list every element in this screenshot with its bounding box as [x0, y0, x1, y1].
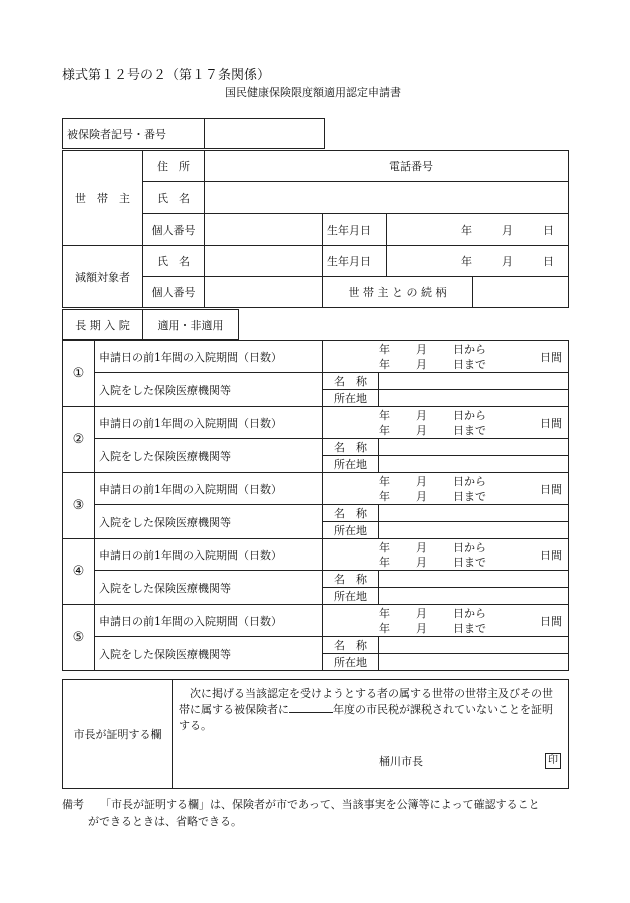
stay-hospital-label: 入院をした保険医療機関等: [95, 505, 323, 539]
head-personal-number-label: 個人番号: [143, 214, 205, 246]
note-line-1: 「市長が証明する欄」は、保険者が市であって、当該事実を公簿等によって確認すること: [100, 798, 540, 811]
head-name-field[interactable]: [205, 182, 569, 214]
stay-period-field[interactable]: 年 月 日から 年 月 日まで 日間: [323, 473, 569, 505]
long-term-applicable-option[interactable]: 適用・非適用: [143, 310, 239, 340]
target-birthdate-label: 生年月日: [323, 246, 387, 277]
stay-hospital-name-row: [63, 571, 569, 588]
certification-table: [62, 679, 569, 789]
stay-hospital-name-row: [63, 637, 569, 654]
facility-name-label: 名 称: [323, 373, 379, 390]
fiscal-year-blank[interactable]: [289, 702, 333, 713]
days-label: 日間: [540, 351, 562, 364]
stay-hospital-label: 入院をした保険医療機関等: [95, 637, 323, 671]
mayor-label: 桶川市長: [379, 755, 423, 768]
seal-mark: 印: [545, 753, 561, 769]
relation-label: 世 帯 主 と の 続 柄: [323, 277, 473, 308]
stay-period-field[interactable]: 年 月 日から 年 月 日まで 日間: [323, 341, 569, 373]
facility-address-label: 所在地: [323, 522, 379, 539]
form-number: 様式第１２号の２（第１７条関係）: [62, 68, 271, 83]
relation-field[interactable]: [473, 277, 569, 308]
facility-address-label: 所在地: [323, 390, 379, 407]
target-name-label: 氏 名: [143, 246, 205, 277]
facility-address-label: 所在地: [323, 456, 379, 473]
address-field[interactable]: [205, 151, 569, 182]
long-term-label: 長 期 入 院: [63, 310, 143, 340]
facility-address-field[interactable]: [379, 456, 569, 473]
facility-address-label: 所在地: [323, 588, 379, 605]
certification-text-2: 年度の市民税が課税されていないことを証明する。: [179, 703, 553, 732]
stay-hospital-label: 入院をした保険医療機関等: [95, 571, 323, 605]
target-personal-number-label: 個人番号: [143, 277, 205, 308]
stay-period-label: 申請日の前1年間の入院期間（日数）: [95, 605, 323, 637]
head-birthdate-label: 生年月日: [323, 214, 387, 246]
facility-name-label: 名 称: [323, 439, 379, 456]
stay-hospital-name-row: [63, 505, 569, 522]
target-personal-number-field[interactable]: [205, 277, 323, 308]
facility-address-label: 所在地: [323, 654, 379, 671]
certification-label: 市長が証明する欄: [63, 680, 173, 789]
stay-period-label: 申請日の前1年間の入院期間（日数）: [95, 539, 323, 571]
days-label: 日間: [540, 549, 562, 562]
stay-period-row: [63, 341, 569, 373]
form-title: 国民健康保険限度額適用認定申請書: [225, 86, 401, 99]
head-name-label: 氏 名: [143, 182, 205, 214]
facility-address-field[interactable]: [379, 390, 569, 407]
certification-body: [173, 680, 569, 789]
days-label: 日間: [540, 615, 562, 628]
hospital-stays-table: [62, 340, 569, 671]
stay-period-row: [63, 407, 569, 439]
facility-address-field[interactable]: [379, 522, 569, 539]
stay-period-label: 申請日の前1年間の入院期間（日数）: [95, 473, 323, 505]
stay-number: ④: [63, 539, 95, 605]
facility-name-field[interactable]: [379, 505, 569, 522]
stay-period-label: 申請日の前1年間の入院期間（日数）: [95, 407, 323, 439]
head-birthdate-field[interactable]: 年 月 日: [387, 214, 569, 246]
stay-period-row: [63, 539, 569, 571]
long-term-table: [62, 309, 569, 340]
stay-period-field[interactable]: 年 月 日から 年 月 日まで 日間: [323, 407, 569, 439]
insured-number-field[interactable]: [205, 119, 325, 149]
stay-hospital-name-row: [63, 439, 569, 456]
household-head-label: 世 帯 主: [63, 151, 143, 246]
days-label: 日間: [540, 483, 562, 496]
stay-number: ⑤: [63, 605, 95, 671]
stay-number: ②: [63, 407, 95, 473]
target-birthdate-field[interactable]: 年 月 日: [387, 246, 569, 277]
certification-text-1: 次に掲げる当該認定を受けようとする者の属する世帯の世帯主及びその世帯に属する被保険者に: [179, 687, 553, 716]
target-name-field[interactable]: [205, 246, 323, 277]
stay-period-field[interactable]: 年 月 日から 年 月 日まで 日間: [323, 539, 569, 571]
insured-number-table: [62, 118, 325, 149]
stay-number: ①: [63, 341, 95, 407]
head-personal-number-field[interactable]: [205, 214, 323, 246]
facility-address-field[interactable]: [379, 654, 569, 671]
insured-number-label: 被保険者記号・番号: [63, 119, 205, 149]
facility-name-label: 名 称: [323, 637, 379, 654]
stay-period-row: [63, 473, 569, 505]
days-label: 日間: [540, 417, 562, 430]
address-label: 住 所: [143, 151, 205, 182]
facility-name-label: 名 称: [323, 505, 379, 522]
facility-name-field[interactable]: [379, 373, 569, 390]
note-line-2: ができるときは、省略できる。: [88, 815, 242, 828]
facility-address-field[interactable]: [379, 588, 569, 605]
note-head: 備考: [62, 798, 84, 811]
stay-hospital-name-row: [63, 373, 569, 390]
facility-name-field[interactable]: [379, 439, 569, 456]
stay-number: ③: [63, 473, 95, 539]
stay-hospital-label: 入院をした保険医療機関等: [95, 439, 323, 473]
facility-name-label: 名 称: [323, 571, 379, 588]
facility-name-field[interactable]: [379, 637, 569, 654]
applicant-table: [62, 150, 569, 308]
phone-label: 電話番号: [389, 160, 433, 173]
stay-period-field[interactable]: 年 月 日から 年 月 日まで 日間: [323, 605, 569, 637]
stay-period-row: [63, 605, 569, 637]
stay-hospital-label: 入院をした保険医療機関等: [95, 373, 323, 407]
stay-period-label: 申請日の前1年間の入院期間（日数）: [95, 341, 323, 373]
reduction-target-label: 減額対象者: [63, 246, 143, 308]
facility-name-field[interactable]: [379, 571, 569, 588]
